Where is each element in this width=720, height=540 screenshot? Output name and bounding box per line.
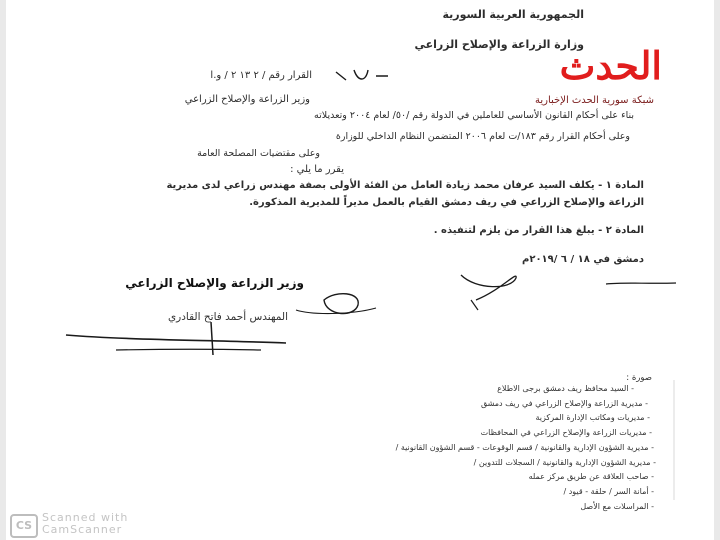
decree-issuer: وزير الزراعة والإصلاح الزراعي xyxy=(184,94,310,105)
decree-basis-2: وعلى أحكام القرار رقم ١٨٣/ت لعام ٢٠٠٦ المتضمن النظام الداخلي للوزارة xyxy=(335,131,630,142)
camscanner-logo-icon: CS xyxy=(10,514,38,538)
copies-title: صورة : xyxy=(626,373,652,383)
copy-item: - السيد محافظ ريف دمشق برجى الاطلاع xyxy=(497,384,634,393)
camscanner-text xyxy=(42,512,128,536)
decree-decides: يقرر ما يلي : xyxy=(290,164,344,175)
watermark-line-2: CamScanner xyxy=(42,523,123,536)
decree-date: دمشق في ١٨ / ٦ /٢٠١٩م xyxy=(522,254,644,265)
signature-title: وزير الزراعة والإصلاح الزراعي xyxy=(125,276,304,290)
copy-item: - مديرية الشؤون الإدارية والقانونية / قسم الوقوعات - قسم الشؤون القانونية / xyxy=(395,443,654,452)
scanned-document-page xyxy=(6,0,714,540)
copy-item: - صاحب العلاقة عن طريق مركز عمله xyxy=(528,472,654,481)
header-ministry: وزارة الزراعة والإصلاح الزراعي xyxy=(414,38,584,51)
copy-item: - مديرية الشؤون الإدارية والقانونية / السجلات للتدوين / xyxy=(473,458,656,467)
copy-item: - مديرية الزراعة والإصلاح الزراعي في ريف دمشق xyxy=(480,399,648,408)
camscanner-watermark xyxy=(10,510,200,536)
decree-basis-3: وعلى مقتضيات المصلحة العامة xyxy=(197,148,320,159)
copy-item: - مديريات الزراعة والإصلاح الزراعي في المحافظات xyxy=(480,428,652,437)
decree-basis-1: بناء على أحكام القانون الأساسي للعاملين في الدولة رقم /٥٠/ لعام ٢٠٠٤ وتعديلاته xyxy=(314,110,634,121)
copy-item: - المراسلات مع الأصل xyxy=(580,502,654,511)
article-2: المادة ٢ - يبلغ هذا القرار من يلزم لتنفيذه . xyxy=(433,225,644,236)
decree-number: القرار رقم / ٢ ١٣ ٢ / و.ا xyxy=(210,70,312,81)
logo-text: الحدث xyxy=(559,43,662,88)
article-1-line-1: المادة ١ - يكلف السيد عرفان محمد زيادة العامل من الفئة الأولى بصفة مهندس زراعي لدى مديرية xyxy=(166,180,644,191)
watermark-line-1: Scanned with xyxy=(42,511,129,524)
header-country: الجمهورية العربية السورية xyxy=(442,8,584,21)
copy-item: - مديريات ومكاتب الإدارة المركزية xyxy=(535,413,650,422)
signature-name: المهندس أحمد فاتح القادري xyxy=(167,311,288,323)
article-1-line-2: الزراعة والإصلاح الزراعي في ريف دمشق القيام بالعمل مديراً للمديرية المذكورة. xyxy=(249,197,644,208)
copy-item: - أمانة السر / حلقة - قيود / xyxy=(563,487,654,496)
logo-caption: شبكة سورية الحدث الإخبارية xyxy=(535,95,654,106)
